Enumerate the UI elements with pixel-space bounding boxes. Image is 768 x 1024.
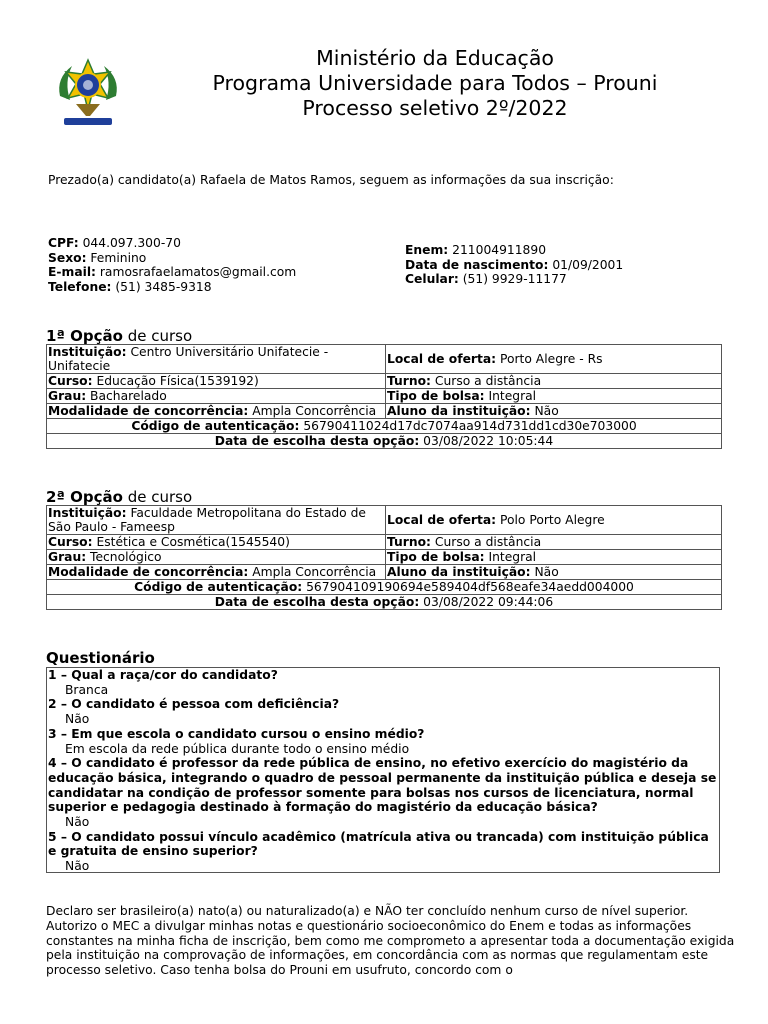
- table-row: [47, 580, 722, 595]
- table-row: [47, 374, 722, 389]
- table-row: [47, 506, 722, 535]
- answer-3: Em escola da rede pública durante todo o ensino médio: [65, 741, 410, 756]
- option1-codigo: Código de autenticação: 56790411024d17dc7074aa914d731dd1cd30e703000: [47, 419, 722, 434]
- option1-local: Local de oferta: Porto Alegre - Rs: [386, 345, 722, 374]
- cpf-row: CPF: 044.097.300-70: [48, 236, 181, 250]
- option1-tipo: Tipo de bolsa: Integral: [386, 389, 722, 404]
- header-ministry: Ministério da Educação: [316, 46, 554, 70]
- option1-grau: Grau: Bacharelado: [47, 389, 386, 404]
- option1-instituicao: Instituição: Centro Universitário Unifatecie - Unifatecie: [47, 345, 386, 374]
- candidate-info-left: [48, 236, 296, 295]
- option1-turno: Turno: Curso a distância: [386, 374, 722, 389]
- question-3: 3 – Em que escola o candidato cursou o ensino médio?: [48, 726, 425, 741]
- table-row: [47, 345, 722, 374]
- option1-aluno: Aluno da instituição: Não: [386, 404, 722, 419]
- option2-local: Local de oferta: Polo Porto Alegre: [386, 506, 722, 535]
- enem-row: Enem: 211004911890: [405, 243, 547, 257]
- header-program: Programa Universidade para Todos – Prouni: [212, 71, 658, 95]
- answer-4: Não: [65, 815, 90, 830]
- option2-data: Data de escolha desta opção: 03/08/2022 09:44:06: [47, 595, 722, 610]
- option2-table: [46, 505, 722, 610]
- greeting-text: Prezado(a) candidato(a) Rafaela de Matos Ramos, seguem as informações da sua inscrição:: [48, 173, 614, 187]
- option2-grau: Grau: Tecnológico: [47, 550, 386, 565]
- answer-5: Não: [65, 859, 90, 874]
- header-process: Processo seletivo 2º/2022: [302, 96, 568, 120]
- brazil-coat-of-arms-icon: [50, 56, 126, 132]
- option2-aluno: Aluno da instituição: Não: [386, 565, 722, 580]
- option2-curso: Curso: Estética e Cosmética(1545540): [47, 535, 386, 550]
- candidate-info-right: [405, 243, 623, 287]
- option1-modalidade: Modalidade de concorrência: Ampla Concorrência: [47, 404, 386, 419]
- option2-codigo: Código de autenticação: 567904109190694e589404df568eafe34aedd004000: [47, 580, 722, 595]
- sexo-row: Sexo: Feminino: [48, 250, 147, 265]
- option1-title: 1ª Opção de curso: [46, 327, 193, 345]
- question-1: 1 – Qual a raça/cor do candidato?: [48, 668, 278, 682]
- option1-curso: Curso: Educação Física(1539192): [47, 374, 386, 389]
- option2-title: 2ª Opção de curso: [46, 488, 193, 506]
- nascimento-row: Data de nascimento: 01/09/2001: [405, 257, 624, 272]
- answer-2: Não: [65, 712, 90, 727]
- option2-instituicao: Instituição: Faculdade Metropolitana do Estado de São Paulo - Fameesp: [47, 506, 386, 535]
- declaration-text: Declaro ser brasileiro(a) nato(a) ou naturalizado(a) e NÃO ter concluído nenhum curso de nível superior. Autorizo o MEC a divulgar minhas notas e questionário socioeconômico do Enem e todas as informações constantes na minha ficha de inscrição, bem como me comprometo a apresentar toda a documentação exigida pela instituição na comprovação de informações, em concordância com as normas que regulamentam este processo seletivo. Caso tenha bolsa do Prouni em usufruto, concordo com o: [46, 904, 735, 978]
- questionario-title: Questionário: [46, 649, 155, 667]
- option1-table: [46, 344, 722, 449]
- option2-turno: Turno: Curso a distância: [386, 535, 722, 550]
- question-2: 2 – O candidato é pessoa com deficiência?: [48, 697, 340, 712]
- question-5: 5 – O candidato possui vínculo acadêmico (matrícula ativa ou trancada) com instituição pública e gratuita de ensino superior?: [48, 829, 709, 859]
- table-row: [47, 389, 722, 404]
- table-row: [47, 419, 722, 434]
- table-row: [47, 550, 722, 565]
- questionario-box: [46, 667, 720, 873]
- answer-1: Branca: [65, 682, 109, 697]
- option2-modalidade: Modalidade de concorrência: Ampla Concorrência: [47, 565, 386, 580]
- celular-row: Celular: (51) 9929-11177: [405, 272, 567, 287]
- option1-data: Data de escolha desta opção: 03/08/2022 10:05:44: [47, 434, 722, 449]
- table-row: [47, 565, 722, 580]
- option2-tipo: Tipo de bolsa: Integral: [386, 550, 722, 565]
- question-4: 4 – O candidato é professor da rede pública de ensino, no efetivo exercício do magistério da educação básica, integrando o quadro de pessoal permanente da instituição pública e deseja se candidatar na condição de professor somente para bolsas nos cursos de licenciatura, normal superior e pedagogia destinado à formação do magistério da educação básica?: [48, 756, 717, 815]
- table-row: [47, 595, 722, 610]
- table-row: [47, 535, 722, 550]
- table-row: [47, 404, 722, 419]
- document-header: [140, 46, 730, 121]
- telefone-row: Telefone: (51) 3485-9318: [48, 280, 212, 295]
- table-row: [47, 434, 722, 449]
- email-row: E-mail: ramosrafaelamatos@gmail.com: [48, 265, 297, 280]
